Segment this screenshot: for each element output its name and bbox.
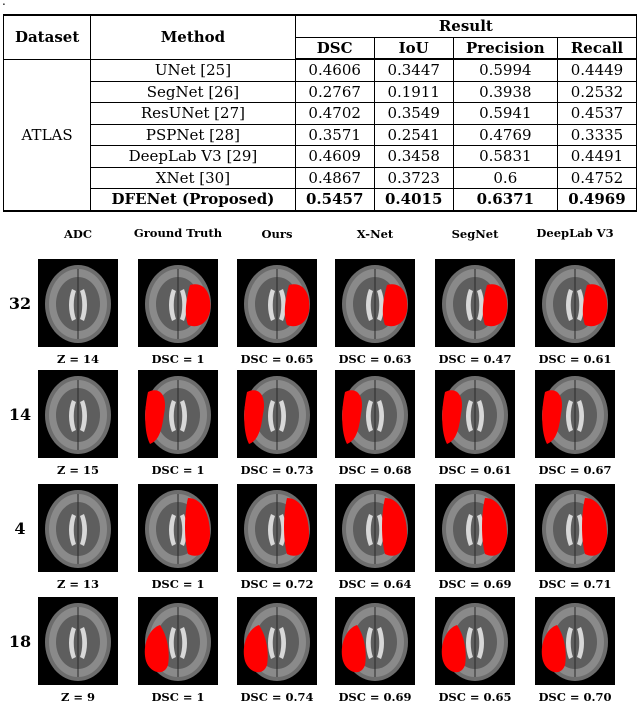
- metric-cell: 0.1911: [374, 81, 453, 103]
- metric-cell: 0.6371: [453, 189, 557, 211]
- segmentation-image: [435, 259, 515, 347]
- dsc-caption: DSC = 0.68: [338, 463, 412, 477]
- metric-cell: 0.4769: [453, 124, 557, 146]
- header-result: Result: [295, 15, 636, 37]
- metric-cell: 0.4609: [295, 146, 374, 168]
- dsc-caption: DSC = 0.61: [538, 352, 612, 366]
- dsc-caption: Z = 14: [56, 352, 100, 366]
- column-header: DeepLab V3: [536, 226, 614, 240]
- dsc-caption: DSC = 0.70: [538, 690, 612, 704]
- table-row: [4, 146, 637, 168]
- dsc-caption: DSC = 0.72: [240, 577, 314, 591]
- method-cell: XNet [30]: [91, 167, 295, 189]
- method-cell: UNet [25]: [91, 59, 295, 81]
- metric-cell: 0.2532: [557, 81, 636, 103]
- row-label: 4: [14, 519, 26, 538]
- dsc-caption: DSC = 1: [151, 463, 205, 477]
- table-row: [4, 81, 637, 103]
- dsc-caption: DSC = 0.65: [240, 352, 314, 366]
- metric-cell: 0.4969: [557, 189, 636, 211]
- dsc-caption: DSC = 0.67: [538, 463, 612, 477]
- segmentation-image: [138, 259, 218, 347]
- dsc-caption: DSC = 0.73: [240, 463, 314, 477]
- cropped-caption: .: [2, 0, 6, 8]
- column-header: Ground Truth: [133, 226, 223, 240]
- row-label: 18: [8, 632, 32, 651]
- dsc-caption: DSC = 0.71: [538, 577, 612, 591]
- segmentation-image: [535, 484, 615, 572]
- segmentation-image: [237, 597, 317, 685]
- results-table: [3, 14, 637, 212]
- metric-cell: 0.5941: [453, 103, 557, 125]
- metric-cell: 0.3938: [453, 81, 557, 103]
- table-row: [4, 189, 637, 211]
- metric-cell: 0.4537: [557, 103, 636, 125]
- dsc-caption: DSC = 0.61: [438, 463, 512, 477]
- segmentation-image: [335, 259, 415, 347]
- dsc-caption: DSC = 1: [151, 690, 205, 704]
- dsc-caption: DSC = 0.65: [438, 690, 512, 704]
- dsc-caption: DSC = 1: [151, 577, 205, 591]
- column-header: Ours: [261, 227, 293, 241]
- metric-cell: 0.6: [453, 167, 557, 189]
- segmentation-image: [237, 370, 317, 458]
- segmentation-image: [138, 597, 218, 685]
- column-header: SegNet: [451, 227, 499, 241]
- segmentation-image: [535, 370, 615, 458]
- segmentation-image: [237, 259, 317, 347]
- dsc-caption: DSC = 0.69: [338, 690, 412, 704]
- metric-cell: 0.5994: [453, 59, 557, 81]
- table-row: [4, 167, 637, 189]
- dsc-caption: Z = 13: [56, 577, 100, 591]
- adc-slice-image: [38, 259, 118, 347]
- segmentation-image: [237, 484, 317, 572]
- header-recall: Recall: [557, 37, 636, 59]
- column-header: ADC: [63, 227, 93, 241]
- segmentation-image: [138, 370, 218, 458]
- metric-cell: 0.3335: [557, 124, 636, 146]
- metric-cell: 0.4491: [557, 146, 636, 168]
- dsc-caption: DSC = 0.64: [338, 577, 412, 591]
- header-method: Method: [91, 15, 295, 59]
- adc-slice-image: [38, 370, 118, 458]
- method-cell: SegNet [26]: [91, 81, 295, 103]
- metric-cell: 0.2541: [374, 124, 453, 146]
- method-cell: DeepLab V3 [29]: [91, 146, 295, 168]
- dsc-caption: Z = 9: [60, 690, 96, 704]
- metric-cell: 0.4015: [374, 189, 453, 211]
- dsc-caption: DSC = 0.47: [438, 352, 512, 366]
- method-cell: DFENet (Proposed): [91, 189, 295, 211]
- segmentation-image: [138, 484, 218, 572]
- adc-slice-image: [38, 597, 118, 685]
- header-precision: Precision: [453, 37, 557, 59]
- segmentation-image: [335, 370, 415, 458]
- dsc-caption: DSC = 0.74: [240, 690, 314, 704]
- dataset-cell: ATLAS: [4, 59, 91, 211]
- header-iou: IoU: [374, 37, 453, 59]
- metric-cell: 0.5831: [453, 146, 557, 168]
- method-cell: ResUNet [27]: [91, 103, 295, 125]
- metric-cell: 0.5457: [295, 189, 374, 211]
- segmentation-image: [535, 597, 615, 685]
- metric-cell: 0.3447: [374, 59, 453, 81]
- header-dsc: DSC: [295, 37, 374, 59]
- metric-cell: 0.4752: [557, 167, 636, 189]
- dsc-caption: Z = 15: [56, 463, 100, 477]
- row-label: 14: [8, 405, 32, 424]
- segmentation-image: [435, 370, 515, 458]
- row-label: 32: [8, 294, 32, 313]
- segmentation-image: [435, 484, 515, 572]
- table-row: [4, 124, 637, 146]
- metric-cell: 0.4702: [295, 103, 374, 125]
- metric-cell: 0.4867: [295, 167, 374, 189]
- adc-slice-image: [38, 484, 118, 572]
- metric-cell: 0.3549: [374, 103, 453, 125]
- metric-cell: 0.4606: [295, 59, 374, 81]
- metric-cell: 0.3571: [295, 124, 374, 146]
- metric-cell: 0.3458: [374, 146, 453, 168]
- segmentation-image: [535, 259, 615, 347]
- header-dataset: Dataset: [4, 15, 91, 59]
- dsc-caption: DSC = 1: [151, 352, 205, 366]
- segmentation-figure: [0, 222, 640, 704]
- metric-cell: 0.2767: [295, 81, 374, 103]
- metric-cell: 0.4449: [557, 59, 636, 81]
- segmentation-image: [435, 597, 515, 685]
- segmentation-image: [335, 484, 415, 572]
- column-header: X-Net: [356, 227, 394, 241]
- metric-cell: 0.3723: [374, 167, 453, 189]
- table-row: [4, 59, 637, 81]
- method-cell: PSPNet [28]: [91, 124, 295, 146]
- dsc-caption: DSC = 0.69: [438, 577, 512, 591]
- segmentation-image: [335, 597, 415, 685]
- table-row: [4, 103, 637, 125]
- dsc-caption: DSC = 0.63: [338, 352, 412, 366]
